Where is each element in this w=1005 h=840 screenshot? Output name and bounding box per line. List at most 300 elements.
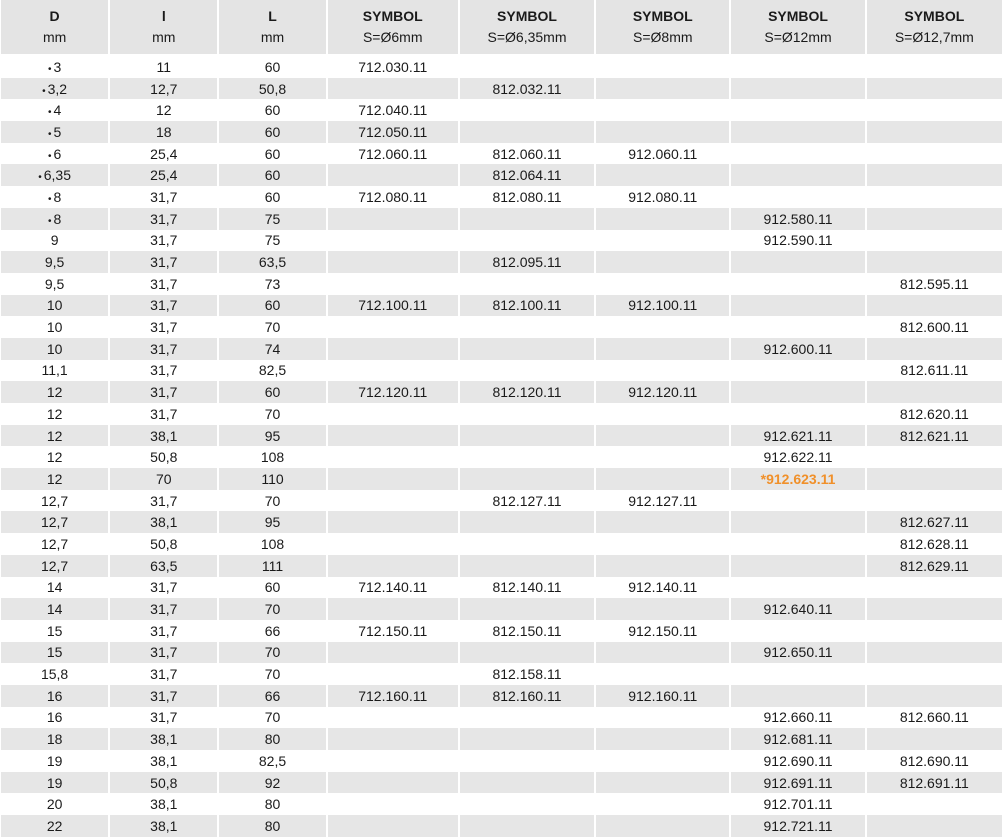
cell-value: 15	[46, 644, 63, 661]
cell-value: 6	[53, 145, 62, 162]
header-symbol-635mm: SYMBOL S=Ø6,35mm	[460, 0, 594, 54]
table-row	[1, 511, 1002, 533]
bullet-dot-icon: •	[38, 172, 42, 184]
cell-l-large	[219, 99, 325, 121]
cell-value: 18	[46, 731, 63, 748]
cell-value: 15	[46, 622, 63, 639]
cell-d	[1, 403, 108, 425]
cell-value: 3,2	[47, 80, 68, 97]
cell-symbol-6mm	[328, 186, 458, 208]
cell-symbol-127mm	[867, 338, 1002, 360]
cell-l-large	[219, 620, 325, 642]
cell-symbol-127mm	[867, 425, 1002, 447]
cell-l-small	[110, 295, 217, 317]
cell-d	[1, 99, 108, 121]
cell-l-small	[110, 164, 217, 186]
cell-l-small	[110, 490, 217, 512]
cell-value: 12,7	[40, 535, 69, 552]
cell-symbol-635mm	[460, 316, 594, 338]
cell-symbol-6mm	[328, 815, 458, 837]
header-symbol-12mm: SYMBOL S=Ø12mm	[731, 0, 864, 54]
cell-value: 912.701.11	[763, 796, 833, 813]
cell-value: 8	[53, 188, 62, 205]
cell-symbol-6mm	[328, 208, 458, 230]
cell-value: 912.590.11	[763, 232, 833, 249]
cell-value: 11,1	[41, 362, 68, 379]
cell-value: 912.150.11	[628, 622, 698, 639]
cell-d	[1, 381, 108, 403]
cell-value: 912.721.11	[763, 817, 833, 834]
cell-symbol-635mm	[460, 403, 594, 425]
cell-symbol-12mm	[731, 78, 864, 100]
cell-symbol-6mm	[328, 468, 458, 490]
table-row	[1, 685, 1002, 707]
cell-symbol-8mm	[596, 99, 729, 121]
cell-value: 60	[264, 188, 281, 205]
header-l-large: L mm	[219, 0, 325, 54]
cell-symbol-12mm	[731, 164, 864, 186]
cell-value: 812.127.11	[492, 492, 562, 509]
cell-symbol-6mm	[328, 99, 458, 121]
cell-symbol-635mm	[460, 121, 594, 143]
cell-symbol-6mm	[328, 295, 458, 317]
cell-l-large	[219, 338, 325, 360]
cell-value: 812.158.11	[492, 666, 562, 683]
cell-value: 912.691.11	[763, 774, 833, 791]
cell-symbol-635mm	[460, 99, 594, 121]
cell-symbol-12mm	[731, 143, 864, 165]
cell-d	[1, 490, 108, 512]
cell-symbol-127mm	[867, 793, 1002, 815]
cell-symbol-635mm	[460, 577, 594, 599]
cell-symbol-635mm	[460, 164, 594, 186]
cell-value: 812.095.11	[492, 254, 562, 271]
cell-d	[1, 208, 108, 230]
cell-d	[1, 446, 108, 468]
cell-symbol-8mm	[596, 230, 729, 252]
cell-symbol-6mm	[328, 316, 458, 338]
bullet-dot-icon: •	[42, 85, 46, 97]
cell-symbol-127mm	[867, 78, 1002, 100]
cell-value: 70	[156, 470, 172, 487]
cell-value: 812.627.11	[899, 514, 969, 531]
cell-symbol-8mm	[596, 815, 729, 837]
cell-d	[1, 468, 108, 490]
cell-l-small	[110, 78, 217, 100]
cell-value: 912.060.11	[628, 145, 698, 162]
cell-symbol-635mm	[460, 533, 594, 555]
cell-value: 812.620.11	[899, 405, 969, 422]
cell-d	[1, 338, 108, 360]
cell-value: 912.127.11	[628, 492, 698, 509]
cell-symbol-127mm	[867, 511, 1002, 533]
cell-symbol-12mm	[731, 381, 864, 403]
cell-symbol-635mm	[460, 468, 594, 490]
cell-symbol-127mm	[867, 208, 1002, 230]
cell-value: 82,5	[258, 752, 287, 769]
cell-symbol-635mm	[460, 186, 594, 208]
cell-l-small	[110, 728, 217, 750]
cell-symbol-6mm	[328, 78, 458, 100]
cell-symbol-6mm	[328, 511, 458, 533]
table-row	[1, 230, 1002, 252]
cell-l-small	[110, 121, 217, 143]
cell-value: 31,7	[150, 666, 178, 683]
cell-value: 75	[264, 232, 281, 249]
cell-value: 110	[261, 470, 284, 487]
cell-value: 70	[264, 405, 281, 422]
cell-l-large	[219, 642, 325, 664]
table-row	[1, 642, 1002, 664]
cell-value: *912.623.11	[760, 470, 836, 487]
cell-value: 9,5	[44, 254, 65, 271]
cell-value: 912.621.11	[763, 427, 833, 444]
cell-symbol-12mm	[731, 251, 864, 273]
cell-symbol-127mm	[867, 143, 1002, 165]
table-row	[1, 750, 1002, 772]
cell-value: 12	[156, 102, 172, 119]
cell-value: 16	[46, 709, 63, 726]
cell-d	[1, 121, 108, 143]
cell-l-large	[219, 164, 325, 186]
cell-symbol-127mm	[867, 54, 1002, 78]
cell-value: 812.660.11	[899, 709, 969, 726]
cell-value: 11	[156, 58, 172, 75]
cell-symbol-12mm	[731, 425, 864, 447]
cell-value: 60	[264, 102, 281, 119]
cell-value: 812.150.11	[492, 622, 562, 639]
cell-l-small	[110, 511, 217, 533]
cell-value: 912.080.11	[628, 188, 698, 205]
cell-symbol-12mm	[731, 577, 864, 599]
table-row	[1, 208, 1002, 230]
header-d: D mm	[1, 0, 108, 54]
cell-l-large	[219, 815, 325, 837]
cell-l-small	[110, 772, 217, 794]
cell-symbol-127mm	[867, 316, 1002, 338]
cell-symbol-127mm	[867, 251, 1002, 273]
cell-value: 912.622.11	[763, 449, 833, 466]
cell-value: 38,1	[150, 752, 178, 769]
cell-symbol-12mm	[731, 54, 864, 78]
cell-value: 812.691.11	[899, 774, 969, 791]
cell-symbol-6mm	[328, 54, 458, 78]
cell-symbol-8mm	[596, 620, 729, 642]
cell-l-large	[219, 685, 325, 707]
cell-symbol-127mm	[867, 121, 1002, 143]
cell-value: 70	[264, 319, 281, 336]
cell-l-large	[219, 468, 325, 490]
table-row	[1, 598, 1002, 620]
cell-l-large	[219, 54, 325, 78]
table-row	[1, 360, 1002, 382]
cell-symbol-127mm	[867, 99, 1002, 121]
cell-value: 95	[264, 427, 281, 444]
table-row	[1, 403, 1002, 425]
cell-value: 25,4	[150, 145, 178, 162]
cell-symbol-8mm	[596, 381, 729, 403]
cell-symbol-8mm	[596, 511, 729, 533]
cell-value: 10	[46, 319, 63, 336]
bullet-dot-icon: •	[47, 193, 52, 205]
cell-value: 82,5	[258, 362, 287, 379]
cell-value: 70	[264, 666, 281, 683]
cell-l-small	[110, 273, 217, 295]
cell-symbol-12mm	[731, 620, 864, 642]
cell-symbol-6mm	[328, 620, 458, 642]
cell-value: 31,7	[150, 492, 178, 509]
cell-l-small	[110, 208, 217, 230]
cell-l-large	[219, 663, 325, 685]
bullet-dot-icon: •	[47, 215, 52, 227]
cell-l-small	[110, 620, 217, 642]
cell-value: 31,7	[150, 188, 178, 205]
cell-value: 60	[264, 58, 281, 75]
cell-value: 12	[46, 405, 63, 422]
cell-symbol-8mm	[596, 208, 729, 230]
cell-value: 12	[46, 427, 63, 444]
cell-symbol-127mm	[867, 468, 1002, 490]
cell-symbol-635mm	[460, 295, 594, 317]
table-row	[1, 663, 1002, 685]
table-row	[1, 295, 1002, 317]
cell-symbol-6mm	[328, 381, 458, 403]
cell-symbol-6mm	[328, 338, 458, 360]
cell-d	[1, 54, 108, 78]
cell-symbol-8mm	[596, 555, 729, 577]
cell-value: 70	[264, 709, 281, 726]
cell-value: 60	[264, 297, 281, 314]
cell-value: 60	[264, 123, 281, 140]
cell-symbol-12mm	[731, 728, 864, 750]
cell-symbol-6mm	[328, 598, 458, 620]
cell-symbol-12mm	[731, 663, 864, 685]
cell-d	[1, 273, 108, 295]
cell-symbol-6mm	[328, 707, 458, 729]
table-row	[1, 555, 1002, 577]
cell-l-small	[110, 577, 217, 599]
cell-value: 12,7	[40, 514, 69, 531]
cell-value: 712.060.11	[358, 145, 428, 162]
cell-l-large	[219, 425, 325, 447]
cell-symbol-127mm	[867, 490, 1002, 512]
cell-symbol-8mm	[596, 446, 729, 468]
cell-value: 31,7	[150, 405, 178, 422]
cell-value: 812.160.11	[492, 687, 562, 704]
cell-symbol-635mm	[460, 446, 594, 468]
cell-symbol-8mm	[596, 642, 729, 664]
cell-value: 812.140.11	[492, 579, 562, 596]
cell-symbol-8mm	[596, 685, 729, 707]
cell-symbol-127mm	[867, 707, 1002, 729]
cell-l-small	[110, 707, 217, 729]
cell-value: 12,7	[40, 557, 69, 574]
table-row	[1, 164, 1002, 186]
cell-value: 9,5	[44, 275, 65, 292]
cell-symbol-635mm	[460, 685, 594, 707]
cell-symbol-6mm	[328, 273, 458, 295]
cell-value: 70	[264, 601, 281, 618]
cell-value: 3	[53, 58, 62, 75]
cell-value: 80	[264, 817, 281, 834]
cell-value: 80	[264, 731, 281, 748]
table-row	[1, 143, 1002, 165]
cell-value: 60	[264, 384, 281, 401]
cell-symbol-127mm	[867, 728, 1002, 750]
cell-l-large	[219, 793, 325, 815]
cell-symbol-8mm	[596, 186, 729, 208]
cell-symbol-6mm	[328, 360, 458, 382]
table-row	[1, 338, 1002, 360]
cell-value: 12	[46, 470, 63, 487]
cell-value: 38,1	[150, 731, 178, 748]
cell-symbol-8mm	[596, 772, 729, 794]
cell-symbol-635mm	[460, 728, 594, 750]
table-row	[1, 381, 1002, 403]
cell-d	[1, 78, 108, 100]
cell-d	[1, 750, 108, 772]
cell-l-small	[110, 403, 217, 425]
cell-symbol-635mm	[460, 707, 594, 729]
cell-value: 50,8	[150, 774, 178, 791]
cell-value: 812.032.11	[492, 80, 562, 97]
cell-d	[1, 533, 108, 555]
cell-symbol-12mm	[731, 707, 864, 729]
cell-value: 812.611.11	[900, 362, 969, 379]
cell-value: 50,8	[258, 80, 287, 97]
cell-value: 712.080.11	[358, 188, 428, 205]
cell-symbol-127mm	[867, 230, 1002, 252]
cell-symbol-12mm	[731, 208, 864, 230]
cell-value: 66	[264, 687, 281, 704]
cell-d	[1, 598, 108, 620]
cell-value: 108	[260, 449, 285, 466]
cell-symbol-127mm	[867, 164, 1002, 186]
cell-l-small	[110, 186, 217, 208]
table-row	[1, 577, 1002, 599]
cell-symbol-8mm	[596, 273, 729, 295]
cell-value: 70	[264, 492, 281, 509]
cell-symbol-12mm	[731, 295, 864, 317]
cell-symbol-127mm	[867, 772, 1002, 794]
cell-value: 108	[260, 535, 285, 552]
cell-symbol-635mm	[460, 208, 594, 230]
cell-l-large	[219, 230, 325, 252]
cell-value: 812.621.11	[899, 427, 969, 444]
cell-value: 38,1	[150, 427, 178, 444]
cell-symbol-8mm	[596, 793, 729, 815]
cell-value: 14	[46, 601, 63, 618]
cell-symbol-6mm	[328, 446, 458, 468]
cell-symbol-12mm	[731, 793, 864, 815]
cell-value: 912.160.11	[628, 687, 698, 704]
cell-symbol-12mm	[731, 815, 864, 837]
cell-value: 63,5	[150, 557, 178, 574]
cell-symbol-12mm	[731, 511, 864, 533]
cell-d	[1, 186, 108, 208]
cell-value: 31,7	[150, 297, 178, 314]
cell-symbol-12mm	[731, 273, 864, 295]
cell-value: 812.600.11	[899, 319, 969, 336]
cell-value: 31,7	[150, 579, 178, 596]
cell-symbol-635mm	[460, 663, 594, 685]
cell-value: 15,8	[40, 666, 69, 683]
cell-value: 75	[264, 210, 281, 227]
cell-symbol-6mm	[328, 642, 458, 664]
cell-value: 4	[53, 102, 62, 119]
cell-symbol-12mm	[731, 555, 864, 577]
cell-d	[1, 815, 108, 837]
cell-value: 31,7	[150, 622, 178, 639]
cell-value: 5	[53, 123, 62, 140]
cell-symbol-12mm	[731, 598, 864, 620]
cell-value: 912.650.11	[763, 644, 833, 661]
cell-symbol-635mm	[460, 78, 594, 100]
cell-symbol-127mm	[867, 815, 1002, 837]
cell-value: 31,7	[150, 644, 178, 661]
cell-l-small	[110, 338, 217, 360]
table-row	[1, 446, 1002, 468]
table-row	[1, 815, 1002, 837]
cell-l-small	[110, 685, 217, 707]
cell-symbol-12mm	[731, 685, 864, 707]
cell-symbol-12mm	[731, 186, 864, 208]
cell-symbol-12mm	[731, 360, 864, 382]
table-row	[1, 316, 1002, 338]
cell-l-small	[110, 381, 217, 403]
cell-value: 912.120.11	[628, 384, 698, 401]
cell-l-large	[219, 577, 325, 599]
cell-l-small	[110, 360, 217, 382]
cell-l-large	[219, 707, 325, 729]
cell-value: 31,7	[150, 384, 178, 401]
table-row	[1, 54, 1002, 78]
cell-symbol-8mm	[596, 121, 729, 143]
cell-value: 31,7	[150, 687, 178, 704]
cell-l-large	[219, 403, 325, 425]
cell-value: 38,1	[150, 514, 178, 531]
cell-symbol-127mm	[867, 685, 1002, 707]
cell-value: 66	[264, 622, 281, 639]
cell-value: 912.140.11	[628, 579, 698, 596]
cell-symbol-127mm	[867, 620, 1002, 642]
cell-d	[1, 143, 108, 165]
table-row	[1, 78, 1002, 100]
cell-symbol-12mm	[731, 772, 864, 794]
table-row	[1, 425, 1002, 447]
cell-symbol-6mm	[328, 772, 458, 794]
cell-symbol-8mm	[596, 425, 729, 447]
cell-value: 812.120.11	[492, 384, 562, 401]
cell-d	[1, 555, 108, 577]
cell-value: 18	[156, 123, 172, 140]
cell-value: 12,7	[150, 80, 178, 97]
cell-symbol-127mm	[867, 642, 1002, 664]
cell-value: 38,1	[150, 817, 178, 834]
cell-value: 14	[46, 579, 63, 596]
cell-symbol-6mm	[328, 793, 458, 815]
cell-symbol-6mm	[328, 403, 458, 425]
cell-value: 812.060.11	[492, 145, 562, 162]
cell-value: 16	[46, 687, 63, 704]
cell-symbol-635mm	[460, 230, 594, 252]
cell-l-small	[110, 468, 217, 490]
cell-symbol-12mm	[731, 99, 864, 121]
cell-symbol-12mm	[731, 403, 864, 425]
cell-symbol-635mm	[460, 555, 594, 577]
cell-l-small	[110, 54, 217, 78]
cell-value: 912.100.11	[628, 297, 698, 314]
